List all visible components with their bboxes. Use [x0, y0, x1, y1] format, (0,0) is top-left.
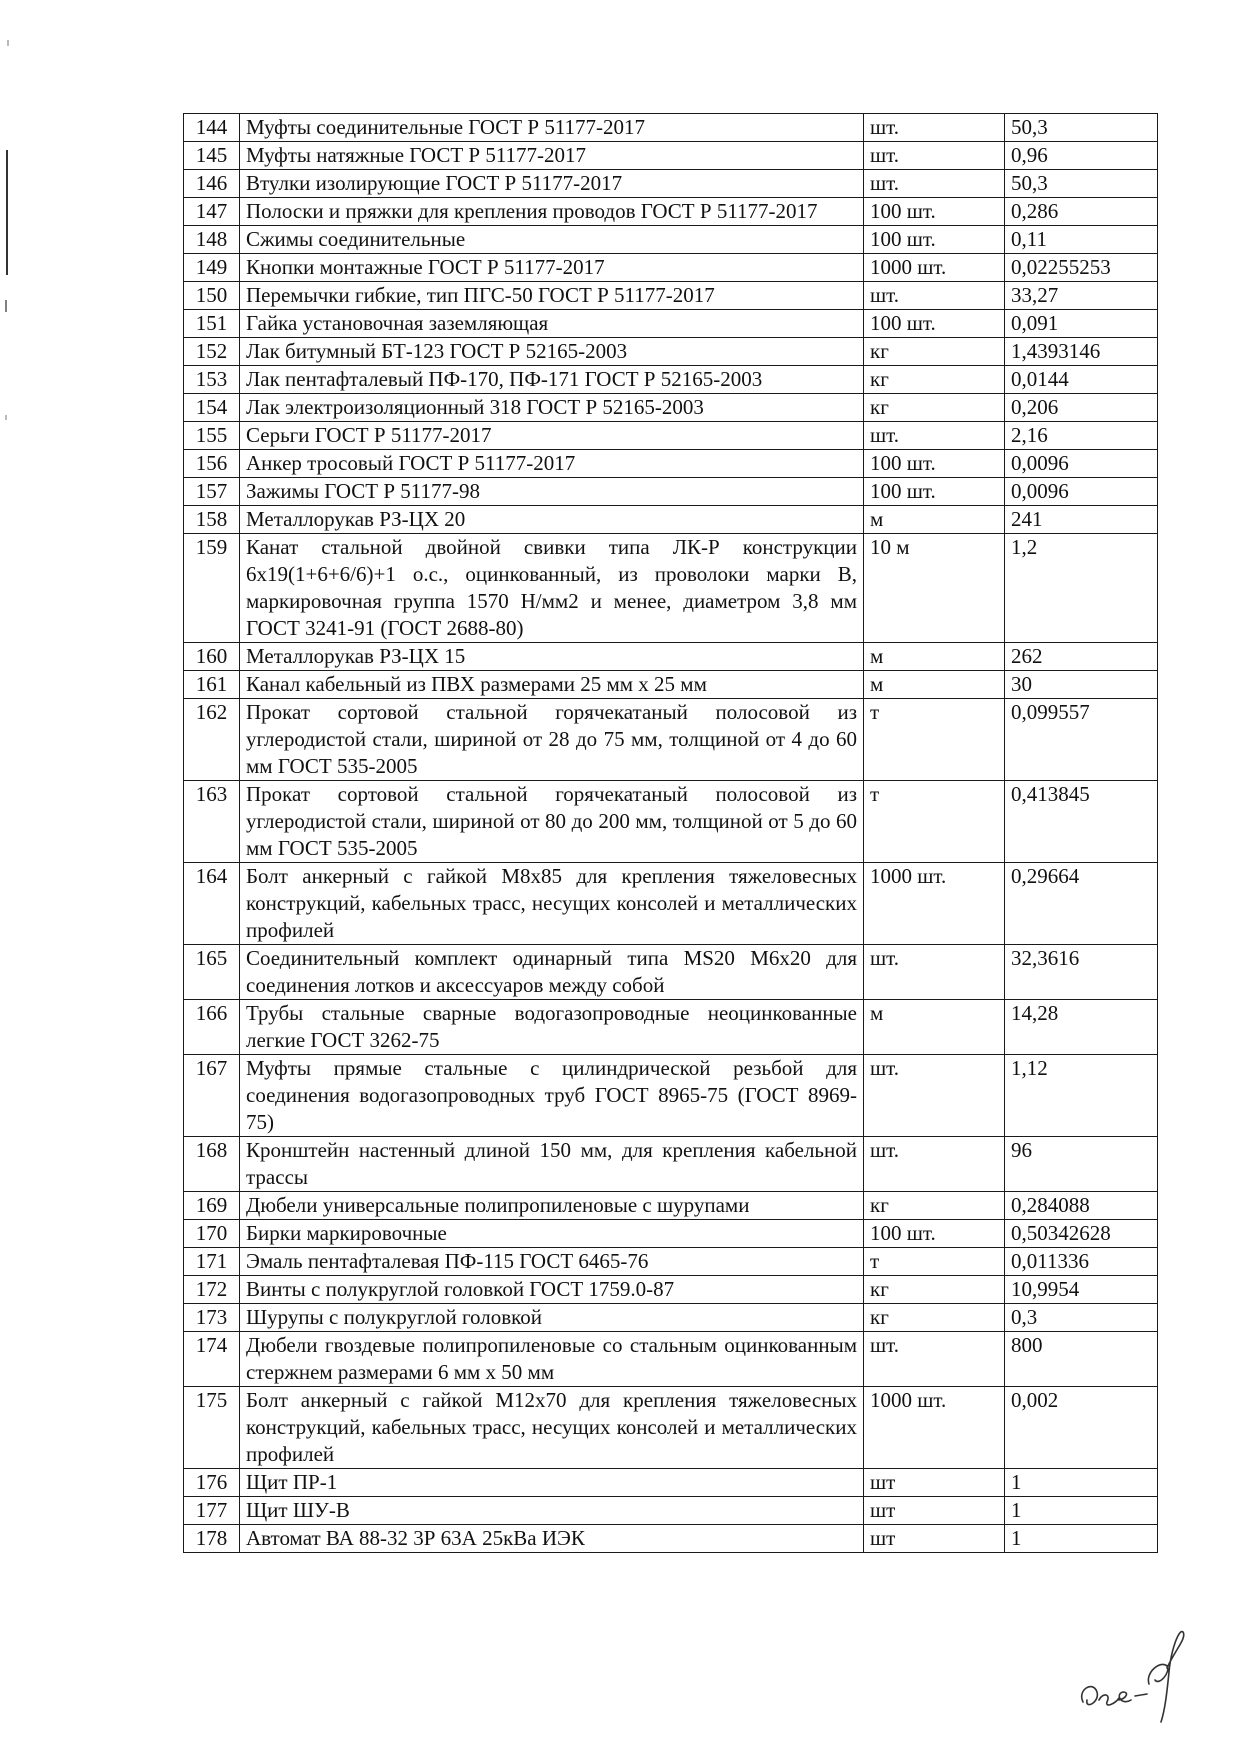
- quantity: 0,413845: [1005, 781, 1158, 863]
- quantity: 1,4393146: [1005, 338, 1158, 366]
- row-number: 157: [184, 478, 240, 506]
- table-row: [184, 1192, 1158, 1220]
- materials-table-body: [184, 114, 1158, 1553]
- table-row: [184, 643, 1158, 671]
- item-name: Лак пентафталевый ПФ-170, ПФ-171 ГОСТ Р 52165-2003: [240, 366, 864, 394]
- row-number: 144: [184, 114, 240, 142]
- unit-of-measure: кг: [864, 1192, 1005, 1220]
- row-number: 170: [184, 1220, 240, 1248]
- unit-of-measure: шт.: [864, 142, 1005, 170]
- row-number: 163: [184, 781, 240, 863]
- row-number: 149: [184, 254, 240, 282]
- table-row: [184, 1304, 1158, 1332]
- row-number: 152: [184, 338, 240, 366]
- quantity: 0,091: [1005, 310, 1158, 338]
- table-row: [184, 863, 1158, 945]
- quantity: 1: [1005, 1469, 1158, 1497]
- quantity: 50,3: [1005, 114, 1158, 142]
- table-row: [184, 114, 1158, 142]
- item-name: Прокат сортовой стальной горячекатаный полосовой из углеродистой стали, шириной от 28 до 75 мм, толщиной от 4 до 60 мм ГОСТ 535-2005: [240, 699, 864, 781]
- table-row: [184, 506, 1158, 534]
- row-number: 151: [184, 310, 240, 338]
- item-name: Муфты прямые стальные с цилиндрической резьбой для соединения водогазопроводных труб ГОСТ 8965-75 (ГОСТ 8969-75): [240, 1055, 864, 1137]
- item-name: Перемычки гибкие, тип ПГС-50 ГОСТ Р 51177-2017: [240, 282, 864, 310]
- handwritten-signature: [1075, 1620, 1195, 1730]
- unit-of-measure: шт.: [864, 1137, 1005, 1192]
- table-row: [184, 671, 1158, 699]
- unit-of-measure: м: [864, 506, 1005, 534]
- quantity: 0,50342628: [1005, 1220, 1158, 1248]
- quantity: 0,02255253: [1005, 254, 1158, 282]
- row-number: 164: [184, 863, 240, 945]
- unit-of-measure: м: [864, 1000, 1005, 1055]
- quantity: 33,27: [1005, 282, 1158, 310]
- row-number: 168: [184, 1137, 240, 1192]
- quantity: 50,3: [1005, 170, 1158, 198]
- quantity: 0,11: [1005, 226, 1158, 254]
- quantity: 0,0096: [1005, 478, 1158, 506]
- unit-of-measure: шт: [864, 1469, 1005, 1497]
- table-row: [184, 1469, 1158, 1497]
- item-name: Гайка установочная заземляющая: [240, 310, 864, 338]
- item-name: Лак электроизоляционный 318 ГОСТ Р 52165-2003: [240, 394, 864, 422]
- unit-of-measure: 1000 шт.: [864, 863, 1005, 945]
- table-row: [184, 1332, 1158, 1387]
- row-number: 175: [184, 1387, 240, 1469]
- item-name: Трубы стальные сварные водогазопроводные неоцинкованные легкие ГОСТ 3262-75: [240, 1000, 864, 1055]
- item-name: Анкер тросовый ГОСТ Р 51177-2017: [240, 450, 864, 478]
- item-name: Бирки маркировочные: [240, 1220, 864, 1248]
- quantity: 262: [1005, 643, 1158, 671]
- item-name: Болт анкерный с гайкой М12х70 для крепления тяжеловесных конструкций, кабельных трасс, несущих консолей и металлических профилей: [240, 1387, 864, 1469]
- table-row: [184, 254, 1158, 282]
- table-row: [184, 198, 1158, 226]
- row-number: 174: [184, 1332, 240, 1387]
- row-number: 158: [184, 506, 240, 534]
- row-number: 160: [184, 643, 240, 671]
- row-number: 166: [184, 1000, 240, 1055]
- quantity: 0,29664: [1005, 863, 1158, 945]
- quantity: 0,0096: [1005, 450, 1158, 478]
- row-number: 154: [184, 394, 240, 422]
- item-name: Канал кабельный из ПВХ размерами 25 мм х 25 мм: [240, 671, 864, 699]
- quantity: 14,28: [1005, 1000, 1158, 1055]
- unit-of-measure: шт.: [864, 170, 1005, 198]
- item-name: Полоски и пряжки для крепления проводов ГОСТ Р 51177-2017: [240, 198, 864, 226]
- unit-of-measure: т: [864, 781, 1005, 863]
- item-name: Зажимы ГОСТ Р 51177-98: [240, 478, 864, 506]
- unit-of-measure: кг: [864, 1304, 1005, 1332]
- row-number: 148: [184, 226, 240, 254]
- row-number: 156: [184, 450, 240, 478]
- unit-of-measure: 100 шт.: [864, 198, 1005, 226]
- row-number: 162: [184, 699, 240, 781]
- item-name: Муфты натяжные ГОСТ Р 51177-2017: [240, 142, 864, 170]
- unit-of-measure: 100 шт.: [864, 478, 1005, 506]
- unit-of-measure: 100 шт.: [864, 1220, 1005, 1248]
- item-name: Дюбели универсальные полипропиленовые с шурупами: [240, 1192, 864, 1220]
- unit-of-measure: шт: [864, 1525, 1005, 1553]
- table-row: [184, 1276, 1158, 1304]
- quantity: 0,011336: [1005, 1248, 1158, 1276]
- row-number: 177: [184, 1497, 240, 1525]
- quantity: 1: [1005, 1497, 1158, 1525]
- scan-margin-marks: [0, 0, 30, 1754]
- quantity: 1: [1005, 1525, 1158, 1553]
- unit-of-measure: 100 шт.: [864, 226, 1005, 254]
- quantity: 1,12: [1005, 1055, 1158, 1137]
- item-name: Болт анкерный с гайкой М8х85 для крепления тяжеловесных конструкций, кабельных трасс, несущих консолей и металлических профилей: [240, 863, 864, 945]
- item-name: Муфты соединительные ГОСТ Р 51177-2017: [240, 114, 864, 142]
- table-row: [184, 1220, 1158, 1248]
- quantity: 0,002: [1005, 1387, 1158, 1469]
- unit-of-measure: м: [864, 643, 1005, 671]
- table-row: [184, 450, 1158, 478]
- table-row: [184, 282, 1158, 310]
- quantity: 96: [1005, 1137, 1158, 1192]
- item-name: Металлорукав РЗ-ЦХ 15: [240, 643, 864, 671]
- unit-of-measure: шт.: [864, 1055, 1005, 1137]
- row-number: 171: [184, 1248, 240, 1276]
- table-row: [184, 1497, 1158, 1525]
- table-row: [184, 226, 1158, 254]
- quantity: 0,0144: [1005, 366, 1158, 394]
- unit-of-measure: т: [864, 1248, 1005, 1276]
- row-number: 167: [184, 1055, 240, 1137]
- table-row: [184, 1000, 1158, 1055]
- table-row: [184, 310, 1158, 338]
- row-number: 169: [184, 1192, 240, 1220]
- quantity: 0,206: [1005, 394, 1158, 422]
- table-row: [184, 422, 1158, 450]
- row-number: 172: [184, 1276, 240, 1304]
- unit-of-measure: 10 м: [864, 534, 1005, 643]
- unit-of-measure: шт: [864, 1497, 1005, 1525]
- item-name: Серьги ГОСТ Р 51177-2017: [240, 422, 864, 450]
- unit-of-measure: кг: [864, 1276, 1005, 1304]
- table-row: [184, 170, 1158, 198]
- unit-of-measure: шт.: [864, 282, 1005, 310]
- quantity: 1,2: [1005, 534, 1158, 643]
- table-row: [184, 142, 1158, 170]
- unit-of-measure: м: [864, 671, 1005, 699]
- quantity: 0,286: [1005, 198, 1158, 226]
- quantity: 0,96: [1005, 142, 1158, 170]
- row-number: 173: [184, 1304, 240, 1332]
- table-row: [184, 478, 1158, 506]
- item-name: Щит ШУ-В: [240, 1497, 864, 1525]
- unit-of-measure: шт.: [864, 114, 1005, 142]
- unit-of-measure: шт.: [864, 1332, 1005, 1387]
- table-row: [184, 1387, 1158, 1469]
- quantity: 30: [1005, 671, 1158, 699]
- row-number: 153: [184, 366, 240, 394]
- unit-of-measure: кг: [864, 394, 1005, 422]
- item-name: Металлорукав РЗ-ЦХ 20: [240, 506, 864, 534]
- quantity: 0,3: [1005, 1304, 1158, 1332]
- quantity: 2,16: [1005, 422, 1158, 450]
- row-number: 159: [184, 534, 240, 643]
- item-name: Эмаль пентафталевая ПФ-115 ГОСТ 6465-76: [240, 1248, 864, 1276]
- item-name: Канат стальной двойной свивки типа ЛК-Р конструкции 6х19(1+6+6/6)+1 о.с., оцинкованный, из проволоки марки В, маркировочная группа 1570 Н/мм2 и менее, диаметром 3,8 мм ГОСТ 3241-91 (ГОСТ 2688-80): [240, 534, 864, 643]
- unit-of-measure: кг: [864, 366, 1005, 394]
- unit-of-measure: 100 шт.: [864, 310, 1005, 338]
- item-name: Дюбели гвоздевые полипропиленовые со стальным оцинкованным стержнем размерами 6 мм х 50 мм: [240, 1332, 864, 1387]
- table-row: [184, 1055, 1158, 1137]
- row-number: 150: [184, 282, 240, 310]
- table-row: [184, 699, 1158, 781]
- row-number: 146: [184, 170, 240, 198]
- item-name: Кнопки монтажные ГОСТ Р 51177-2017: [240, 254, 864, 282]
- item-name: Кронштейн настенный длиной 150 мм, для крепления кабельной трассы: [240, 1137, 864, 1192]
- row-number: 155: [184, 422, 240, 450]
- quantity: 10,9954: [1005, 1276, 1158, 1304]
- item-name: Сжимы соединительные: [240, 226, 864, 254]
- unit-of-measure: т: [864, 699, 1005, 781]
- item-name: Автомат ВА 88-32 3Р 63А 25кВа ИЭК: [240, 1525, 864, 1553]
- table-row: [184, 534, 1158, 643]
- table-row: [184, 394, 1158, 422]
- row-number: 165: [184, 945, 240, 1000]
- materials-table: [183, 113, 1158, 1553]
- quantity: 0,284088: [1005, 1192, 1158, 1220]
- table-row: [184, 366, 1158, 394]
- item-name: Щит ПР-1: [240, 1469, 864, 1497]
- row-number: 176: [184, 1469, 240, 1497]
- quantity: 241: [1005, 506, 1158, 534]
- item-name: Винты с полукруглой головкой ГОСТ 1759.0-87: [240, 1276, 864, 1304]
- table-row: [184, 1248, 1158, 1276]
- table-row: [184, 338, 1158, 366]
- item-name: Шурупы с полукруглой головкой: [240, 1304, 864, 1332]
- row-number: 161: [184, 671, 240, 699]
- quantity: 32,3616: [1005, 945, 1158, 1000]
- row-number: 147: [184, 198, 240, 226]
- table-row: [184, 781, 1158, 863]
- row-number: 178: [184, 1525, 240, 1553]
- quantity: 800: [1005, 1332, 1158, 1387]
- table-row: [184, 1525, 1158, 1553]
- item-name: Прокат сортовой стальной горячекатаный полосовой из углеродистой стали, шириной от 80 до 200 мм, толщиной от 5 до 60 мм ГОСТ 535-2005: [240, 781, 864, 863]
- unit-of-measure: 100 шт.: [864, 450, 1005, 478]
- row-number: 145: [184, 142, 240, 170]
- unit-of-measure: 1000 шт.: [864, 1387, 1005, 1469]
- unit-of-measure: шт.: [864, 945, 1005, 1000]
- quantity: 0,099557: [1005, 699, 1158, 781]
- unit-of-measure: шт.: [864, 422, 1005, 450]
- table-row: [184, 945, 1158, 1000]
- unit-of-measure: 1000 шт.: [864, 254, 1005, 282]
- item-name: Втулки изолирующие ГОСТ Р 51177-2017: [240, 170, 864, 198]
- table-row: [184, 1137, 1158, 1192]
- item-name: Лак битумный БТ-123 ГОСТ Р 52165-2003: [240, 338, 864, 366]
- unit-of-measure: кг: [864, 338, 1005, 366]
- item-name: Соединительный комплект одинарный типа MS20 М6х20 для соединения лотков и аксессуаров между собой: [240, 945, 864, 1000]
